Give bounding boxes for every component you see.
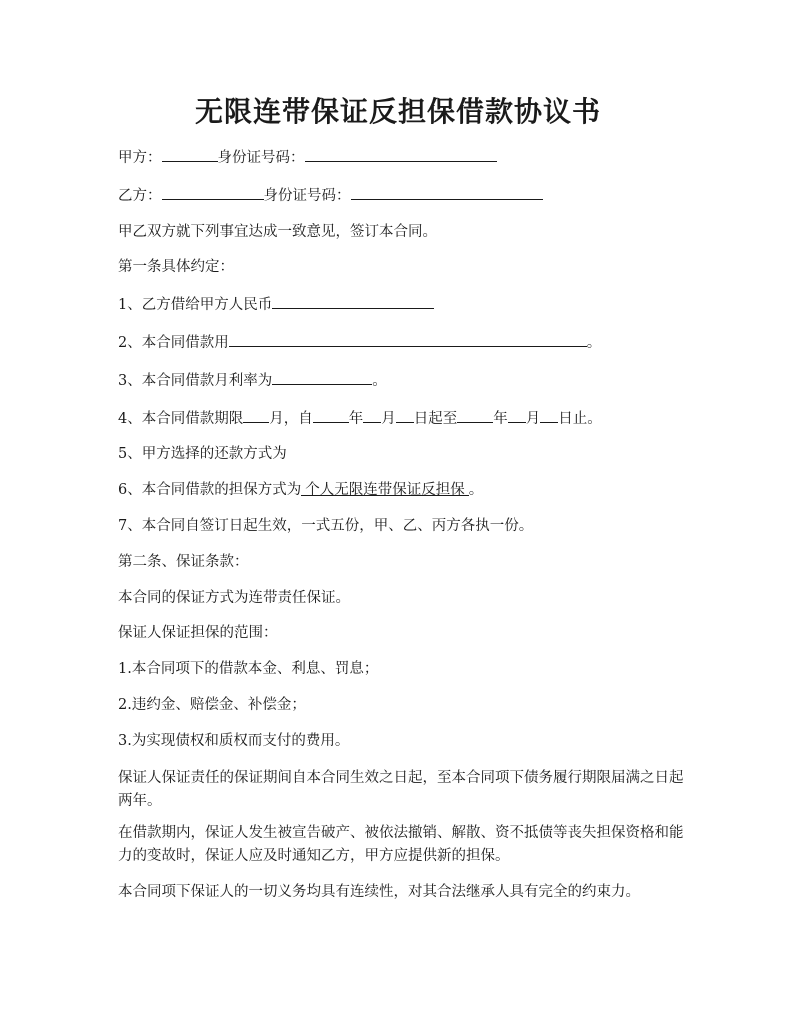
article1-item4 — [118, 407, 686, 429]
article1-item3 — [118, 369, 686, 391]
party-b-label: 乙方： — [118, 187, 162, 204]
document-body — [118, 146, 686, 917]
guarantee-scope-item3: 3.为实现债权和质权而支付的费用。 — [118, 732, 350, 749]
party-b-id-blank — [351, 184, 543, 200]
guarantee-method-value: 个人无限连带保证反担保 — [305, 482, 465, 499]
item3-end: 。 — [372, 372, 387, 389]
article1-item6 — [118, 480, 686, 500]
interest-rate-blank — [272, 369, 372, 385]
end-month-blank — [508, 407, 526, 423]
party-b-id-label: 身份证号码： — [263, 187, 351, 204]
item1-text: 1、乙方借给甲方人民币 — [118, 297, 273, 314]
party-a-id-blank — [305, 146, 497, 162]
guarantee-method-paragraph: 本合同的保证方式为连带责任保证。 — [118, 589, 350, 606]
loan-amount-blank — [272, 293, 434, 309]
item4-text-6: 年 — [493, 410, 508, 427]
article1-item1 — [118, 293, 686, 315]
intro-paragraph: 甲乙双方就下列事宜达成一致意见，签订本合同。 — [118, 223, 437, 240]
article1-heading: 第一条具体约定： — [118, 259, 234, 276]
start-month-blank — [363, 407, 381, 423]
item4-text-3: 年 — [348, 410, 364, 427]
item6-end: 。 — [468, 482, 484, 499]
party-b-name-blank — [162, 184, 264, 200]
guarantee-scope-heading: 保证人保证担保的范围： — [118, 625, 278, 642]
end-day-blank — [540, 407, 558, 423]
item3-text: 3、本合同借款月利率为 — [118, 372, 273, 389]
item4-text-5: 日起至 — [413, 410, 458, 427]
term-months-blank — [243, 407, 269, 423]
start-year-blank — [313, 407, 349, 423]
item2-end: 。 — [586, 334, 602, 351]
item2-text: 2、本合同借款用 — [118, 334, 229, 351]
item4-text-7: 月 — [525, 410, 541, 427]
party-a-id-label: 身份证号码： — [217, 150, 305, 166]
item6-text: 6、本合同借款的担保方式为 — [118, 482, 302, 499]
item4-text-2: 月，自 — [269, 410, 313, 427]
party-b-line — [118, 184, 686, 206]
article1-item5: 5、甲方选择的还款方式为 — [118, 446, 287, 463]
guarantee-period-paragraph: 保证人保证责任的保证期间自本合同生效之日起，至本合同项下债务履行期限届满之日起两年。 — [118, 769, 684, 809]
item4-text-4: 月 — [381, 410, 396, 427]
party-a-line — [118, 146, 686, 168]
loan-purpose-blank — [229, 331, 587, 347]
guarantee-method-filled — [301, 480, 469, 499]
obligation-continuity-paragraph: 本合同项下保证人的一切义务均具有连续性，对其合法继承人具有完全的约束力。 — [118, 883, 640, 900]
start-day-blank — [396, 407, 414, 423]
party-a-name-blank — [162, 146, 218, 162]
end-year-blank — [457, 407, 493, 423]
article1-item7: 7、本合同自签订日起生效，一式五份，甲、乙、丙方各执一份。 — [118, 517, 534, 534]
article2-heading: 第二条、保证条款： — [118, 553, 249, 570]
item4-text-8: 日止。 — [558, 410, 602, 427]
party-a-label: 甲方： — [118, 150, 162, 166]
article1-item2 — [118, 331, 686, 353]
document-title: 无限连带保证反担保借款协议书 — [194, 95, 601, 128]
item4-text: 4、本合同借款期限 — [118, 410, 244, 427]
guarantee-scope-item2: 2.违约金、赔偿金、补偿金； — [118, 696, 306, 713]
guarantee-scope-item1: 1.本合同项下的借款本金、利息、罚息； — [118, 661, 379, 678]
guarantor-change-paragraph: 在借款期内，保证人发生被宣告破产、被依法撤销、解散、资不抵债等丧失担保资格和能力的变故时，保证人应及时通知乙方，甲方应提供新的担保。 — [118, 824, 684, 864]
